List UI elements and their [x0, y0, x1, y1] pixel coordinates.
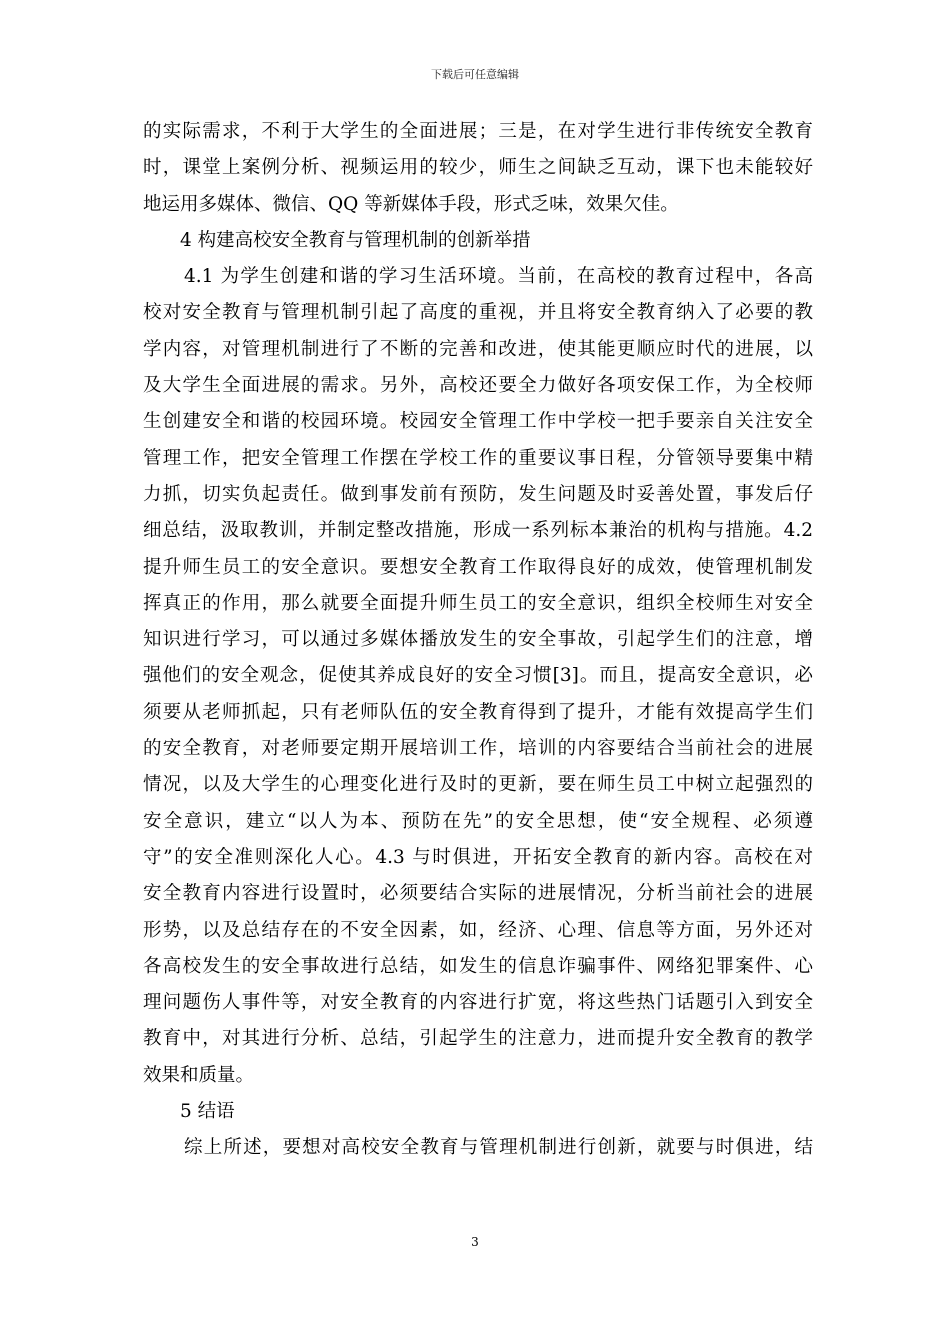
body-line: 提升师生员工的安全意识。要想安全教育工作取得良好的成效，使管理机制发 — [143, 556, 813, 578]
body-line: 及大学生全面进展的需求。另外，高校还要全力做好各项安保工作，为全校师 — [143, 375, 813, 397]
body-line: 挥真正的作用，那么就要全面提升师生员工的安全意识，组织全校师生对安全 — [143, 592, 813, 614]
body-line: 细总结，汲取教训，并制定整改措施，形成一系列标本兼治的机构与措施。4.2 — [143, 520, 813, 542]
body-line: 4.1 为学生创建和谐的学习生活环境。当前，在高校的教育过程中，各高 — [184, 266, 813, 288]
body-line: 地运用多媒体、微信、QQ 等新媒体手段，形式乏味，效果欠佳。 — [143, 193, 679, 215]
body-line: 综上所述，要想对高校安全教育与管理机制进行创新，就要与时俱进，结 — [184, 1137, 813, 1159]
body-line: 时，课堂上案例分析、视频运用的较少，师生之间缺乏互动，课下也未能较好 — [143, 157, 813, 179]
body-line: 安全意识，建立“以人为本、预防在先”的安全思想，使“安全规程、必须遵 — [143, 810, 813, 832]
body-line: 力抓，切实负起责任。做到事发前有预防，发生问题及时妥善处置，事发后仔 — [143, 483, 813, 505]
body-line: 须要从老师抓起，只有老师队伍的安全教育得到了提升，才能有效提高学生们 — [143, 701, 813, 723]
body-line: 的实际需求，不利于大学生的全面进展；三是，在对学生进行非传统安全教育 — [143, 121, 813, 142]
body-line: 管理工作，把安全管理工作摆在学校工作的重要议事日程，分管领导要集中精 — [143, 447, 813, 469]
body-line: 教育中，对其进行分析、总结，引起学生的注意力，进而提升安全教育的教学 — [143, 1028, 813, 1050]
body-line: 学内容，对管理机制进行了不断的完善和改进，使其能更顺应时代的进展，以 — [143, 338, 813, 360]
section-heading: 5 结语 — [180, 1101, 235, 1123]
body-line: 形势，以及总结存在的不安全因素，如，经济、心理、信息等方面，另外还对 — [143, 919, 813, 941]
body-line: 生创建安全和谐的校园环境。校园安全管理工作中学校一把手要亲自关注安全 — [143, 411, 813, 433]
body-line: 校对安全教育与管理机制引起了高度的重视，并且将安全教育纳入了必要的教 — [143, 302, 813, 324]
page-header: 下载后可任意编辑 — [431, 68, 519, 81]
body-line: 守”的安全准则深化人心。4.3 与时俱进，开拓安全教育的新内容。高校在对 — [143, 846, 813, 868]
body-line: 理问题伤人事件等，对安全教育的内容进行扩宽，将这些热门话题引入到安全 — [143, 992, 813, 1014]
body-line: 各高校发生的安全事故进行总结，如发生的信息诈骗事件、网络犯罪案件、心 — [143, 955, 813, 977]
body-line: 安全教育内容进行设置时，必须要结合实际的进展情况，分析当前社会的进展 — [143, 883, 813, 905]
section-heading: 4 构建高校安全教育与管理机制的创新举措 — [180, 229, 531, 251]
body-line: 情况，以及大学生的心理变化进行及时的更新，要在师生员工中树立起强烈的 — [143, 774, 813, 796]
document-body — [143, 114, 813, 1167]
page-number: 3 — [471, 1235, 479, 1249]
body-line: 知识进行学习，可以通过多媒体播放发生的安全事故，引起学生们的注意，增 — [143, 629, 813, 651]
body-line: 的安全教育，对老师要定期开展培训工作，培训的内容要结合当前社会的进展 — [143, 738, 813, 760]
body-line: 效果和质量。 — [143, 1064, 255, 1086]
body-line: 强他们的安全观念，促使其养成良好的安全习惯[3]。而且，提高安全意识，必 — [143, 665, 813, 687]
